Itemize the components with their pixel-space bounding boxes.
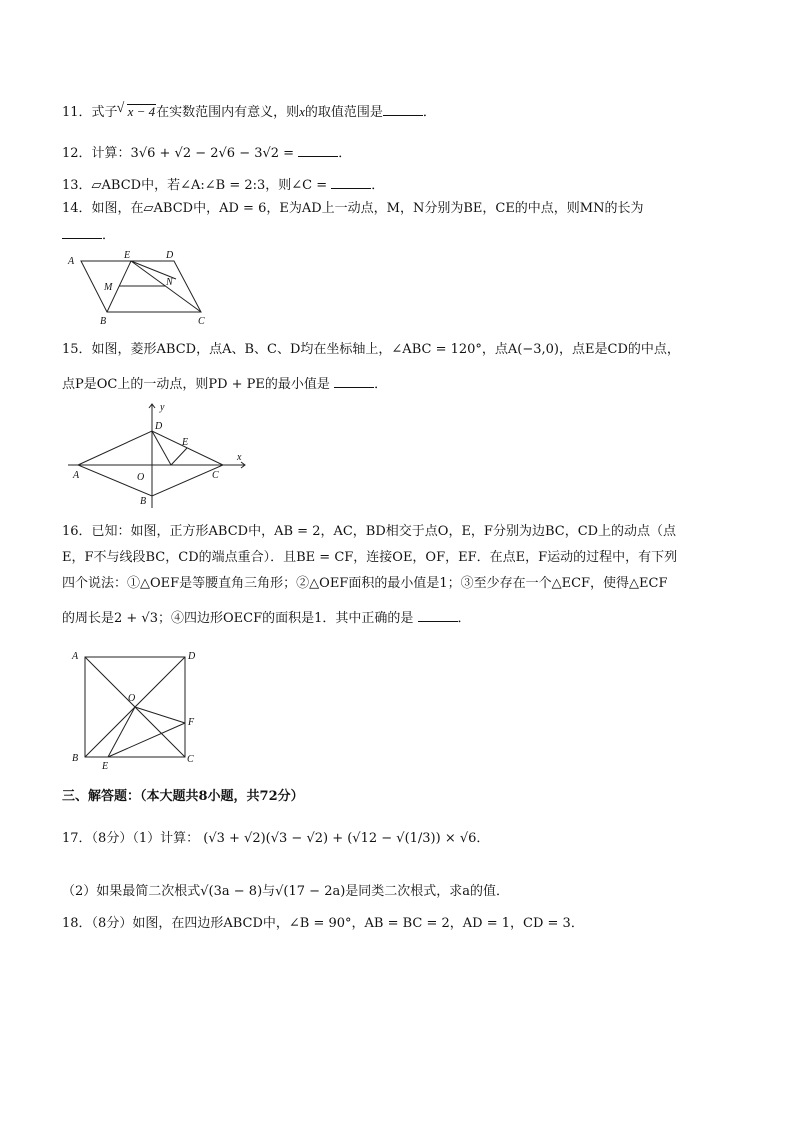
- question-18: 18．（8分）如图，在四边形ABCD中，∠B = 90°，AB = BC = 2，AD = 1，CD = 3．: [62, 916, 584, 931]
- label-m: M: [104, 282, 113, 293]
- label-d: D: [188, 651, 196, 662]
- question-16-line3: 四个说法：①△OEF是等腰直角三角形；②△OEF面积的最小值是1；③至少存在一个△ECF，使得△ECF: [62, 576, 668, 591]
- segment-oe: [108, 707, 135, 757]
- question-15: 15．如图，菱形ABCD，点A、B、C、D均在坐标轴上，∠ABC = 120°，点A(−3,0)，点E是CD的中点，: [62, 342, 680, 357]
- question-14-line2: ．: [62, 224, 115, 246]
- question-11: 11．式子√ x − 4在实数范围内有意义，则x的取值范围是 ．: [62, 101, 436, 123]
- label-b: B: [100, 316, 107, 327]
- segment-pe: [171, 448, 187, 465]
- label-a: A: [73, 470, 80, 481]
- label-o: O: [137, 472, 145, 483]
- segment-ef: [108, 723, 185, 757]
- answer-blank[interactable]: [298, 142, 338, 157]
- question-16: 16．已知：如图，正方形ABCD中，AB = 2，AC，BD相交于点O，E，F分别为边BC，CD上的动点（点: [62, 524, 677, 539]
- label-n: N: [166, 277, 173, 288]
- label-a: A: [68, 256, 75, 267]
- rhombus-abcd: [78, 431, 223, 496]
- label-b: B: [140, 496, 147, 507]
- label-d: D: [155, 421, 163, 432]
- question-15-line2: 点P是OC上的一动点，则PD + PE的最小值是 ．: [62, 373, 387, 395]
- label-c: C: [198, 316, 205, 327]
- answer-blank[interactable]: [334, 373, 374, 388]
- label-o: O: [128, 693, 136, 704]
- question-16-line4: 的周长是2 + √3；④四边形OECF的面积是1．其中正确的是 ．: [62, 607, 471, 629]
- label-e: E: [102, 761, 109, 772]
- label-e: E: [182, 437, 189, 448]
- label-e: E: [124, 250, 131, 261]
- label-y: y: [160, 402, 165, 413]
- label-d: D: [166, 250, 174, 261]
- question-13: 13．▱ABCD中，若∠A:∠B = 2:3，则∠C = ．: [62, 174, 384, 196]
- label-b: B: [72, 753, 79, 764]
- q16-figure: [62, 645, 212, 775]
- question-12: 12．计算：3√6 + √2 − 2√6 − 3√2 = ．: [62, 142, 351, 164]
- q17-expression: (√3 + √2)(√3 − √2) + (√12 − √(1/3)) × √6: [203, 831, 477, 846]
- question-17-part2: （2）如果最简二次根式√(3a − 8)与√(17 − 2a)是同类二次根式，求a的值．: [62, 884, 510, 899]
- label-c: C: [212, 470, 219, 481]
- question-17: 17．（8分）（1）计算： (√3 + √2)(√3 − √2) + (√12 − √(1/3)) × √6．: [62, 831, 490, 846]
- answer-blank[interactable]: [418, 607, 458, 622]
- q15-figure: [60, 398, 260, 513]
- label-x: x: [237, 452, 242, 463]
- question-16-line2: E，F不与线段BC，CD的端点重合）．且BE = CF，连接OE，OF，EF．在点E，F运动的过程中，有下列: [62, 550, 678, 565]
- label-f: F: [188, 717, 195, 728]
- answer-blank[interactable]: [62, 224, 102, 239]
- sqrt-x-minus-4: √ x − 4: [127, 104, 157, 119]
- label-c: C: [187, 754, 194, 765]
- q14-figure: [60, 248, 220, 328]
- question-14: 14．如图，在▱ABCD中，AD = 6，E为AD上一动点，M，N分别为BE，CE的中点，则MN的长为: [62, 201, 644, 216]
- label-a: A: [72, 651, 79, 662]
- answer-blank[interactable]: [383, 101, 423, 116]
- section-3-heading: 三、解答题：（本大题共8小题，共72分）: [62, 789, 304, 804]
- answer-blank[interactable]: [331, 174, 371, 189]
